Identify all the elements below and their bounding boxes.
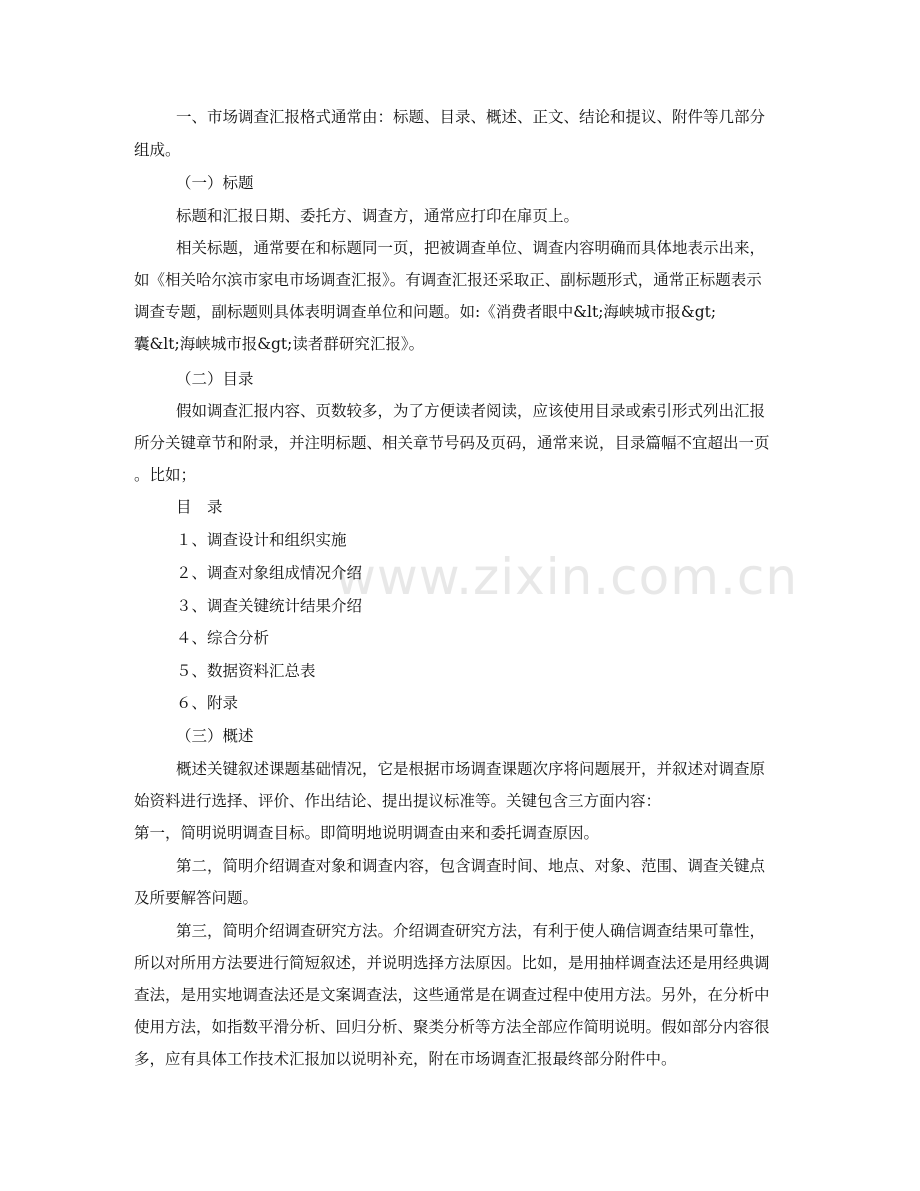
paragraph-line: 查法，是用实地调查法还是文案调查法，这些通常是在调查过程中使用方法。另外，在分析中 bbox=[134, 986, 770, 1004]
paragraph-line: 组成。 bbox=[134, 141, 181, 159]
toc-title: 目 录 bbox=[176, 498, 223, 516]
toc-item: ５、数据资料汇总表 bbox=[176, 662, 316, 680]
paragraph-line: 始资料进行选择、评价、作出结论、提出提议标准等。关键包含三方面内容： bbox=[134, 792, 662, 810]
section-heading-title: （一）标题 bbox=[176, 174, 254, 192]
toc-item: ６、附录 bbox=[176, 694, 239, 712]
paragraph-line: 假如调查汇报内容、页数较多，为了方便读者阅读，应该使用目录或索引形式列出汇报 bbox=[176, 402, 766, 420]
paragraph-line: 多，应有具体工作技术汇报加以说明补充，附在市场调查汇报最终部分附件中。 bbox=[134, 1050, 677, 1068]
toc-item: ３、调查关键统计结果介绍 bbox=[176, 597, 363, 615]
toc-item: ２、调查对象组成情况介绍 bbox=[176, 564, 363, 582]
paragraph-line: 调查专题，副标题则具体表明调查单位和问题。如:《消费者眼中&lt;海峡城市报&gt; bbox=[134, 303, 717, 321]
section-heading-overview: （三）概述 bbox=[176, 727, 254, 745]
paragraph-line: 所分关键章节和附录，并注明标题、相关章节号码及页码，通常来说，目录篇幅不宜超出一页 bbox=[134, 434, 770, 452]
paragraph-line: 相关标题，通常要在和标题同一页，把被调查单位、调查内容明确而具体地表示出来， bbox=[176, 239, 766, 257]
paragraph-line: 标题和汇报日期、委托方、调查方，通常应打印在扉页上。 bbox=[176, 207, 580, 225]
paragraph-line: 第三，简明介绍调查研究方法。介绍调查研究方法，有利于使人确信调查结果可靠性， bbox=[176, 922, 766, 940]
paragraph-line: 第一，简明说明调查目标。即简明地说明调查由来和委托调查原因。 bbox=[134, 824, 600, 842]
paragraph-line: 所以对所用方法要进行简短叙述，并说明选择方法原因。比如，是用抽样调查法还是用经典调 bbox=[134, 954, 770, 972]
paragraph-line: 使用方法，如指数平滑分析、回归分析、聚类分析等方法全部应作简明说明。假如部分内容很 bbox=[134, 1018, 770, 1036]
toc-item: １、调查设计和组织实施 bbox=[176, 531, 347, 549]
paragraph-line: 。比如； bbox=[134, 466, 197, 484]
paragraph-line: 囊&lt;海峡城市报&gt;读者群研究汇报》。 bbox=[134, 335, 425, 353]
paragraph-line: 及所要解答问题。 bbox=[134, 889, 259, 907]
paragraph-line: 如《相关哈尔滨市家电市场调查汇报》。有调查汇报还采取正、副标题形式，通常正标题表示 bbox=[134, 271, 762, 289]
toc-item: ４、综合分析 bbox=[176, 629, 270, 647]
watermark: www.zixin.com.cn bbox=[335, 548, 799, 606]
paragraph-line: 一、市场调查汇报格式通常由：标题、目录、概述、正文、结论和提议、附件等几部分 bbox=[176, 108, 766, 126]
section-heading-toc: （二）目录 bbox=[176, 370, 254, 388]
paragraph-line: 概述关键叙述课题基础情况，它是根据市场调查课题次序将问题展开，并叙述对调查原 bbox=[176, 760, 766, 778]
paragraph-line: 第二，简明介绍调查对象和调查内容，包含调查时间、地点、对象、范围、调查关键点 bbox=[176, 857, 766, 875]
